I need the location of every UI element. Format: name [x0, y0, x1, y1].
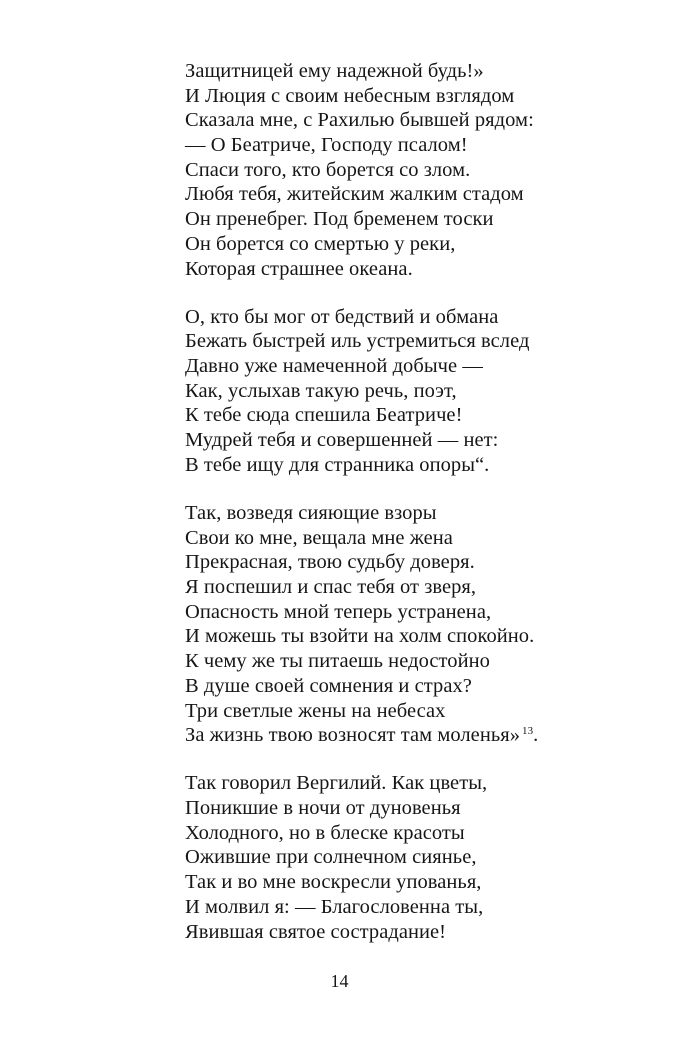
- poem-line: Он борется со смертью у реки,: [185, 232, 456, 255]
- poem-line: Которая страшнее океана.: [185, 257, 413, 280]
- stanza-1: [185, 59, 655, 281]
- poem-line: И можешь ты взойти на холм спокойно.: [185, 625, 535, 648]
- poem-line: И Люция с своим небесным взглядом: [185, 84, 515, 107]
- poem-line: Как, услыхав такую речь, поэт,: [185, 379, 457, 402]
- poem-line: Защитницей ему надежной будь!»: [185, 60, 484, 82]
- poem-line: Так и во мне воскресли упованья,: [185, 871, 482, 894]
- poem-line: И молвил я: — Благословенна ты,: [185, 895, 484, 918]
- poem-line: Сказала мне, с Рахилью бывшей рядом:: [185, 109, 534, 132]
- poem-line: Опасность мной теперь устранена,: [185, 600, 492, 623]
- poem-line: О, кто бы мог от бедствий и обмана: [185, 305, 499, 328]
- poem-line: Давно уже намеченной добыче —: [185, 355, 483, 378]
- poem-line: Поникшие в ночи от дуновенья: [185, 797, 461, 820]
- poem-line: Бежать быстрей иль устремиться вслед: [185, 330, 530, 353]
- poem-line: Ожившие при солнечном сиянье,: [185, 846, 477, 869]
- poem-line: Он пренебрег. Под бременем тоски: [185, 208, 494, 231]
- poem-line: Так говорил Вергилий. Как цветы,: [185, 772, 488, 795]
- stanza-4: [185, 771, 655, 944]
- poem-line: Спаси того, кто борется со злом.: [185, 158, 471, 181]
- poem-line-with-footnote: [185, 723, 655, 748]
- poem-line: К тебе сюда спешила Беатриче!: [185, 404, 463, 427]
- stanza-2: [185, 305, 655, 478]
- poem-line: Я поспешил и спас тебя от зверя,: [185, 576, 477, 599]
- poem-line: В душе своей сомнения и страх?: [185, 674, 472, 697]
- poem-line: Три светлые жены на небесах: [185, 699, 446, 722]
- poem-line: Любя тебя, житейским жалким стадом: [185, 183, 524, 206]
- poem-line: Явившая святое сострадание!: [185, 920, 447, 943]
- page-number: 14: [330, 971, 349, 991]
- poem-line: К чему же ты питаешь недостойно: [185, 650, 490, 673]
- poem-line: Так, возведя сияющие взоры: [185, 502, 437, 524]
- poem-line: Свои ко мне, вещала мне жена: [185, 526, 453, 549]
- footnote-marker: 13: [522, 725, 534, 738]
- poem-line: Прекрасная, твою судьбу доверя.: [185, 551, 475, 574]
- poem-text: [185, 59, 655, 968]
- poem-line: Холодного, но в блеске красоты: [185, 821, 465, 844]
- poem-line: Мудрей тебя и совершенней — нет:: [185, 429, 499, 452]
- poem-line-text: За жизнь твою возносят там моленья»: [185, 724, 521, 747]
- poem-line: В тебе ищу для странника опоры“.: [185, 453, 490, 476]
- stanza-3: [185, 501, 655, 748]
- line-end-punctuation: .: [533, 724, 539, 747]
- poem-line: — О Беатриче, Господу псалом!: [185, 134, 468, 157]
